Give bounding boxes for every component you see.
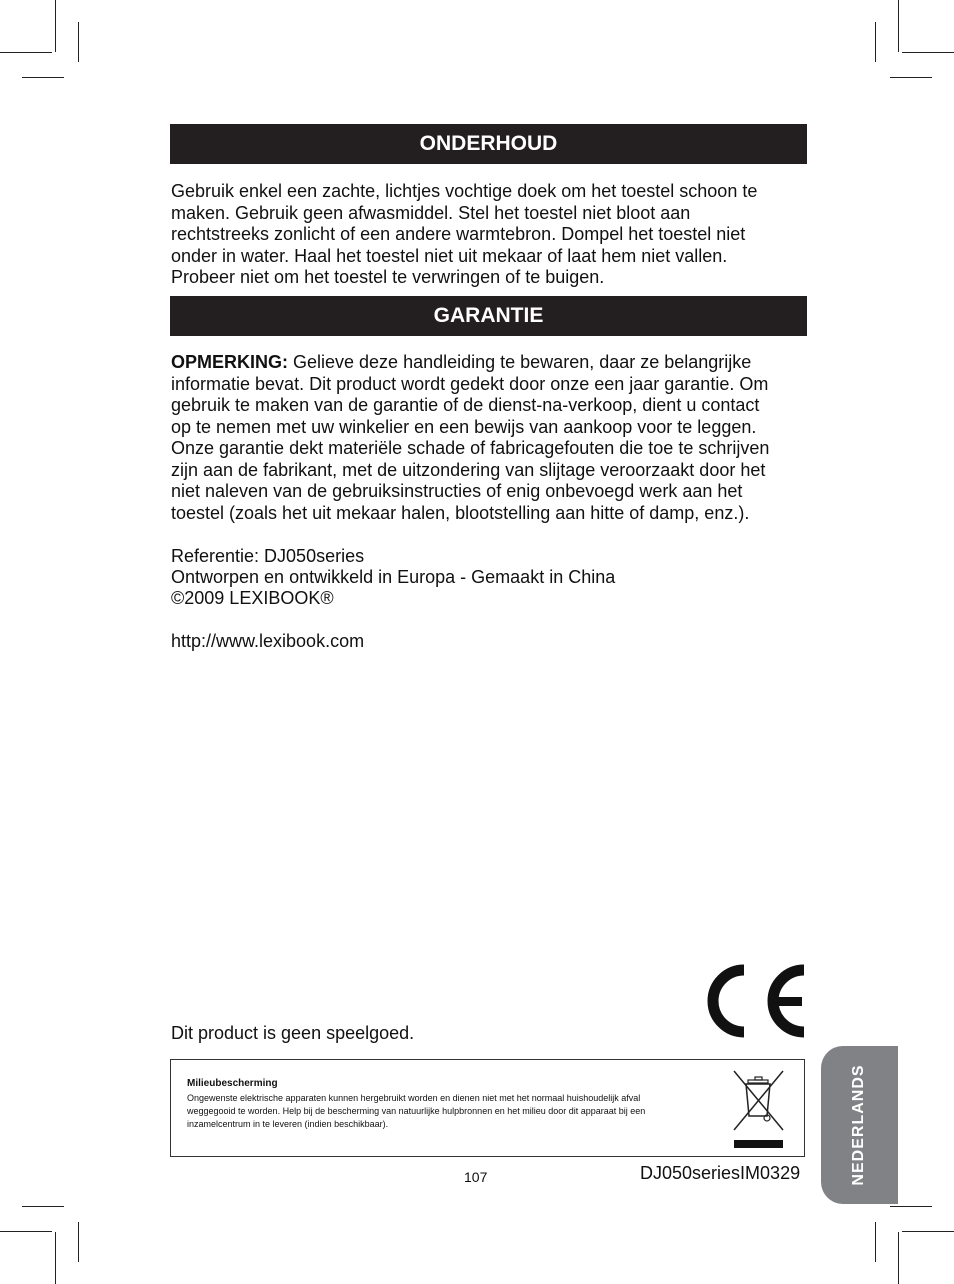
crop-mark bbox=[55, 1232, 56, 1284]
text-line: op te nemen met uw winkelier en een bewijs van aankoop voor te leggen. bbox=[171, 416, 757, 437]
text-line: informatie bevat. Dit product wordt gedekt door onze een jaar garantie. Om bbox=[171, 373, 769, 394]
note-text: Gelieve deze handleiding te bewaren, daar ze belangrijke bbox=[288, 352, 752, 372]
section-heading-maintenance: ONDERHOUD bbox=[170, 124, 807, 164]
text-line: Gebruik enkel een zachte, lichtjes vochtige doek om het toestel schoon te bbox=[171, 181, 758, 201]
note-label: OPMERKING: bbox=[171, 352, 288, 372]
crop-mark bbox=[55, 0, 56, 52]
crop-mark bbox=[890, 1206, 932, 1207]
crop-mark bbox=[0, 1231, 52, 1232]
ce-mark-icon bbox=[704, 963, 808, 1039]
crop-mark bbox=[22, 1206, 64, 1207]
crop-mark bbox=[875, 1222, 876, 1262]
warranty-text bbox=[171, 352, 803, 524]
text-line: rechtstreeks zonlicht of een andere warmtebron. Dompel het toestel niet bbox=[171, 224, 746, 244]
text-line bbox=[171, 352, 803, 374]
crop-mark bbox=[890, 77, 932, 78]
text-line: toestel (zoals het uit mekaar halen, blootstelling aan hitte of damp, enz.). bbox=[171, 502, 750, 523]
section-heading-warranty: GARANTIE bbox=[170, 296, 807, 336]
page-number: 107 bbox=[464, 1169, 488, 1185]
crop-mark bbox=[78, 22, 79, 62]
crop-mark bbox=[0, 52, 52, 53]
reference-text: Referentie: DJ050series bbox=[171, 546, 365, 566]
crop-mark bbox=[898, 1232, 899, 1284]
environment-title: Milieubescherming bbox=[187, 1078, 278, 1089]
text-line: maken. Gebruik geen afwasmiddel. Stel het toestel niet bloot aan bbox=[171, 202, 691, 223]
crop-mark bbox=[902, 1231, 954, 1232]
crop-mark bbox=[902, 52, 954, 53]
crop-mark bbox=[22, 77, 64, 78]
text-line: zijn aan de fabrikant, met de uitzondering van slijtage veroorzaakt door het bbox=[171, 459, 766, 480]
language-tab-label: NEDERLANDS bbox=[850, 1064, 867, 1186]
not-toy-text: Dit product is geen speelgoed. bbox=[171, 1023, 415, 1043]
designed-text: Ontworpen en ontwikkeld in Europa - Gemaakt in China bbox=[171, 567, 616, 587]
text-line: niet naleven van de gebruiksinstructies of enig onbevoegd werk aan het bbox=[171, 481, 743, 501]
text-line: onder in water. Haal het toestel niet uit mekaar of laat hem niet vallen. bbox=[171, 245, 728, 266]
crop-mark bbox=[898, 0, 899, 52]
text-line: Probeer niet om het toestel te verwringen of te buigen. bbox=[171, 267, 605, 287]
document-code: DJ050seriesIM0329 bbox=[640, 1163, 801, 1183]
text-line: Ongewenste elektrische apparaten kunnen hergebruikt worden en dienen niet met het normaal huishoudelijk afval bbox=[187, 1093, 641, 1103]
crop-mark bbox=[78, 1222, 79, 1262]
website-link[interactable]: http://www.lexibook.com bbox=[171, 631, 365, 651]
text-line: gebruik te maken van de garantie of de dienst-na-verkoop, dient u contact bbox=[171, 395, 760, 415]
crossed-out-bin-icon bbox=[731, 1068, 786, 1150]
text-line: Onze garantie dekt materiële schade of fabricagefouten die toe te schrijven bbox=[171, 438, 770, 458]
environment-text bbox=[187, 1092, 687, 1131]
crop-mark bbox=[875, 22, 876, 62]
text-line: inzamelcentrum in te leveren (indien beschikbaar). bbox=[187, 1119, 389, 1129]
language-tab bbox=[821, 1046, 898, 1204]
text-line: weggegooid te worden. Help bij de bescherming van natuurlijke hulpbronnen en het milieu door dit apparaat bij een bbox=[187, 1106, 646, 1116]
maintenance-text bbox=[171, 181, 803, 289]
environment-notice bbox=[170, 1059, 805, 1157]
copyright-text: ©2009 LEXIBOOK® bbox=[171, 588, 334, 608]
